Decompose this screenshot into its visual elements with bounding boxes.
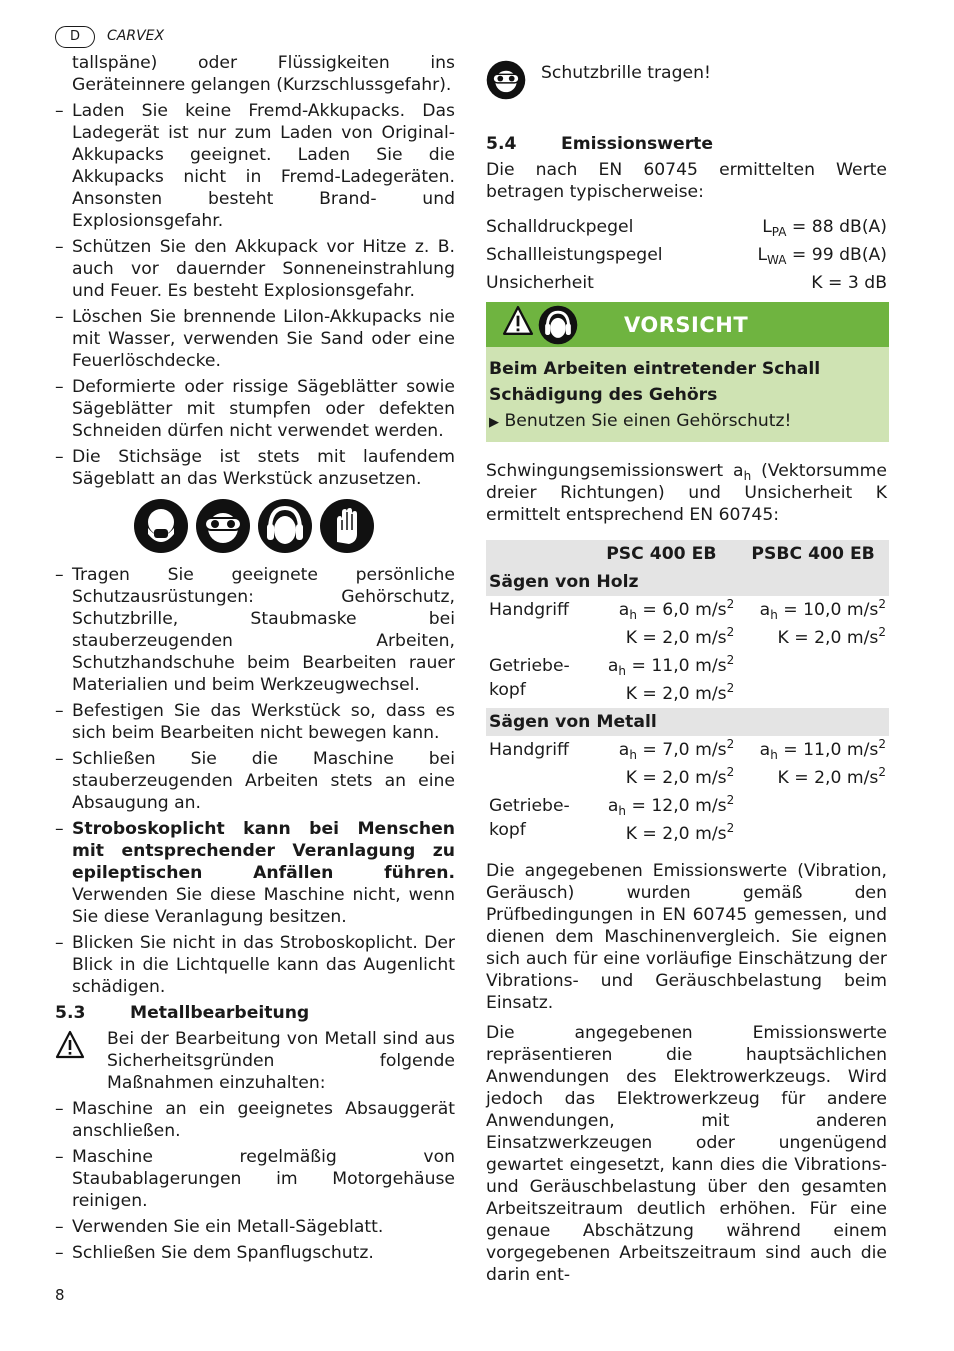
table-cell [486, 624, 585, 652]
list-item [55, 306, 455, 372]
list-item-text: Befestigen Sie das Werkstück so, dass es sich beim Bearbeiten nicht bewegen kann. [72, 701, 455, 743]
dash: – [55, 933, 64, 953]
table-row [486, 820, 889, 848]
goggles-text: Schutzbrille tragen! [541, 63, 711, 83]
row-label: kopf [489, 680, 526, 700]
list-item-text: Deformierte oder rissige Sägeblätter sowie Sägeblätter mit stumpfen oder defekten Schneiden dürfen nicht verwendet werden. [72, 377, 455, 441]
table-cell: $a_h = 7,0$ $m/s^2$ [618, 737, 735, 762]
continued-text: tallspäne) oder Flüssigkeiten ins Geräteinnere gelangen (Kurzschlussgefahr). [72, 53, 455, 95]
dash: – [55, 447, 64, 467]
warning-triangle-icon [55, 1028, 107, 1094]
emission-intro: Die nach EN 60745 ermittelten Werte betragen typischerweise: [486, 160, 887, 202]
caution-line: Schädigung des Gehörs [489, 385, 718, 405]
caution-icons [502, 305, 624, 345]
list-item-text: Maschine an ein geeignetes Absauggerät anschließen. [72, 1099, 455, 1141]
list-item-strobe [55, 818, 455, 928]
list-item [55, 236, 455, 302]
list-item-text: Laden Sie keine Fremd-Akkupacks. Das Ladegerät ist nur zum Laden von Original-Akkupacks geeignet. Laden Sie die Akkupacks nicht in Fremd-Ladegeräten. Ansonsten besteht Brand- und Explosionsgefahr. [72, 101, 455, 231]
emission-value [757, 241, 887, 269]
value: = 88 dB(A) [786, 217, 887, 237]
table-row [486, 792, 889, 820]
caution-action [489, 408, 886, 436]
emission-label: Unsicherheit [486, 273, 594, 293]
section-number: 5.3 [55, 1003, 86, 1023]
list-item-text: Maschine regelmäßig von Staubablagerungen im Motorgehäuse reinigen. [72, 1147, 455, 1211]
symbol: L [762, 217, 772, 237]
caution-action-text: Benutzen Sie einen Gehörschutz! [504, 411, 792, 431]
vib-intro-a: Schwingungsemissionswert a [486, 461, 744, 481]
list-item [55, 100, 455, 232]
table-cell [486, 764, 585, 792]
table-cell: $a_h = 11,0$ $m/s^2$ [759, 737, 886, 762]
table-cell [737, 680, 889, 708]
vib-intro-sub: h [743, 469, 752, 483]
table-group-row [486, 568, 889, 596]
list-item-text: Schützen Sie den Akkupack vor Hitze z. B. auch vor dauernder Sonneneinstrahlung und Feuer. Es besteht Explosionsgefahr. [72, 237, 455, 301]
ear-protection-icon [538, 305, 578, 345]
row-label: kopf [489, 820, 526, 840]
section-heading-5-4 [486, 133, 887, 155]
vib-intro-b: (Vektorsumme dreier Richtungen) und Unsicherheit K ermittelt entsprechend EN 60745: [486, 461, 887, 525]
table-row [486, 764, 889, 792]
dash: – [55, 749, 64, 769]
table-cell [486, 540, 585, 568]
section-title: Metallbearbeitung [130, 1003, 310, 1023]
list-item-text: Schließen Sie die Maschine bei stauberzeugenden Arbeiten stets an eine Absaugung an. [72, 749, 455, 813]
dash: – [55, 101, 64, 121]
table-cell [737, 792, 889, 820]
symbol: L [757, 245, 768, 265]
dash: – [55, 1099, 64, 1119]
dash: – [55, 819, 64, 839]
column-header: PSBC 400 EB [737, 540, 889, 568]
list-item [55, 564, 455, 696]
dash: – [55, 1147, 64, 1167]
table-group-row [486, 708, 889, 736]
table-row [486, 736, 889, 764]
emission-value: K = 3 dB [811, 273, 887, 293]
table-cell: $a_h = 10,0$ $m/s^2$ [759, 597, 886, 622]
list-item [55, 748, 455, 814]
dash: – [55, 1217, 64, 1237]
safety-goggles-icon [486, 60, 541, 100]
section-title: Emissionswerte [561, 134, 714, 154]
table-cell: $a_h = 12,0$ $m/s^2$ [607, 793, 735, 818]
table-cell: K = 2,0 $m/s^2$ [777, 625, 886, 648]
list-item [55, 1242, 455, 1264]
row-label: Handgriff [489, 600, 569, 620]
table-row [486, 624, 889, 652]
table-cell [737, 820, 889, 848]
table-row [486, 652, 889, 680]
list-item [55, 1098, 455, 1142]
emission-row [486, 241, 887, 269]
metal-intro-text: Bei der Bearbeitung von Metall sind aus Sicherheitsgründen folgende Maßnahmen einzuhalten: [107, 1029, 455, 1093]
table-cell: K = 2,0 $m/s^2$ [625, 625, 735, 648]
list-item [55, 1216, 455, 1238]
table-row [486, 596, 889, 624]
row-label: Getriebe- [489, 656, 570, 676]
emission-label: Schalldruckpegel [486, 217, 634, 237]
caution-header [486, 302, 889, 347]
vibration-table [486, 540, 889, 848]
dash: – [55, 377, 64, 397]
caution-body [486, 347, 889, 442]
table-header-row [486, 540, 889, 568]
table-cell: $a_h = 11,0$ $m/s^2$ [607, 653, 735, 678]
strobe-warning-rest: Verwenden Sie diese Maschine nicht, wenn Sie diese Veranlagung besitzen. [72, 885, 455, 927]
right-column [486, 60, 887, 1286]
dash: – [55, 701, 64, 721]
emission-row [486, 269, 887, 297]
row-label: Getriebe- [489, 796, 570, 816]
ppe-icons [133, 498, 455, 560]
list-item-text: Löschen Sie brennende LiIon-Akkupacks nie mit Wasser, verwenden Sie Sand oder eine Feuerlöschdecke. [72, 307, 455, 371]
safety-goggles-icon [195, 498, 251, 560]
group-label: Sägen von Metall [486, 708, 889, 736]
caution-box [486, 302, 889, 442]
value: = 99 dB(A) [786, 245, 887, 265]
dash: – [55, 307, 64, 327]
language-badge: D [55, 26, 95, 48]
emission-label: Schallleistungspegel [486, 245, 663, 265]
metal-intro [55, 1028, 455, 1094]
table-cell: K = 2,0 $m/s^2$ [625, 681, 735, 704]
table-row [486, 680, 889, 708]
vibration-intro [486, 460, 887, 526]
caution-line: Beim Arbeiten eintretender Schall [489, 359, 821, 379]
dust-mask-icon [133, 498, 189, 560]
gloves-icon [319, 498, 375, 560]
list-item-text: Verwenden Sie ein Metall-Sägeblatt. [72, 1217, 384, 1237]
list-item [55, 446, 455, 490]
list-item-text: Blicken Sie nicht in das Stroboskoplicht. Der Blick in die Lichtquelle kann das Augenlicht schädigen. [72, 933, 455, 997]
table-cell: K = 2,0 $m/s^2$ [625, 765, 735, 788]
symbol-sub: WA [767, 253, 787, 267]
strobe-warning-bold: Stroboskoplicht kann bei Menschen mit entsprechender Veranlagung zu epileptischen Anfällen führen. [72, 819, 455, 883]
group-label: Sägen von Holz [486, 568, 889, 596]
warning-triangle-icon [502, 305, 534, 345]
list-item [55, 1146, 455, 1212]
emission-row [486, 213, 887, 241]
paragraph: Die angegebenen Emissionswerte (Vibration, Geräusch) wurden gemäß den Prüfbedingungen in EN 60745 gemessen, und dienen dem Maschinenvergleich. Sie eignen sich auch für eine vorläufige Einschätzung der Vibrations- und Geräuschbelastung beim Einsatz. [486, 861, 887, 1013]
list-item-text: Die Stichsäge ist stets mit laufendem Sägeblatt an das Werkstück anzusetzen. [72, 447, 455, 489]
section-heading-5-3 [55, 1002, 455, 1024]
list-item-text: Tragen Sie geeignete persönliche Schutzausrüstungen: Gehörschutz, Schutzbrille, Staubmaske bei stauberzeugenden Arbeiten, Schutzhandschuhe beim Bearbeiten rauer Materialien und beim Werkzeugwechsel. [72, 565, 455, 695]
list-item [55, 932, 455, 998]
table-cell [737, 652, 889, 680]
list-item [55, 376, 455, 442]
goggles-notice [486, 60, 887, 122]
list-item-text: Schließen Sie dem Spanflugschutz. [72, 1243, 374, 1263]
brand-name: CARVEX [107, 28, 165, 44]
dash: – [55, 237, 64, 257]
paragraph: Die angegebenen Emissionswerte repräsentieren die hauptsächlichen Anwendungen des Elektrowerkzeugs. Wird jedoch das Elektrowerkzeug für andere Anwendungen, mit anderen Einsatzwerkzeugen oder ungenügend gewartet eingesetzt, kann dies die Vibrations- und Geräuschbelastung über den gesamten Arbeitszeitraum deutlich erhöhen. Für eine genaue Abschätzung während einem vorgegebenen Arbeitszeitraum sind auch die darin ent- [486, 1023, 887, 1285]
emission-value [762, 213, 887, 241]
left-column [55, 52, 455, 1268]
section-number: 5.4 [486, 134, 517, 154]
row-label: Handgriff [489, 740, 569, 760]
list-item [55, 700, 455, 744]
dash: – [55, 1243, 64, 1263]
caution-title: VORSICHT [624, 312, 749, 337]
strobe-warning [72, 818, 455, 928]
arrow-right-icon: ▶ [489, 415, 499, 430]
page-number: 8 [55, 1286, 65, 1304]
dash: – [55, 565, 64, 585]
column-header: PSC 400 EB [585, 540, 737, 568]
ear-protection-icon [257, 498, 313, 560]
table-cell: K = 2,0 $m/s^2$ [777, 765, 886, 788]
table-cell: $a_h = 6,0$ $m/s^2$ [618, 597, 735, 622]
table-cell: K = 2,0 $m/s^2$ [625, 821, 735, 844]
symbol-sub: PA [771, 225, 787, 239]
